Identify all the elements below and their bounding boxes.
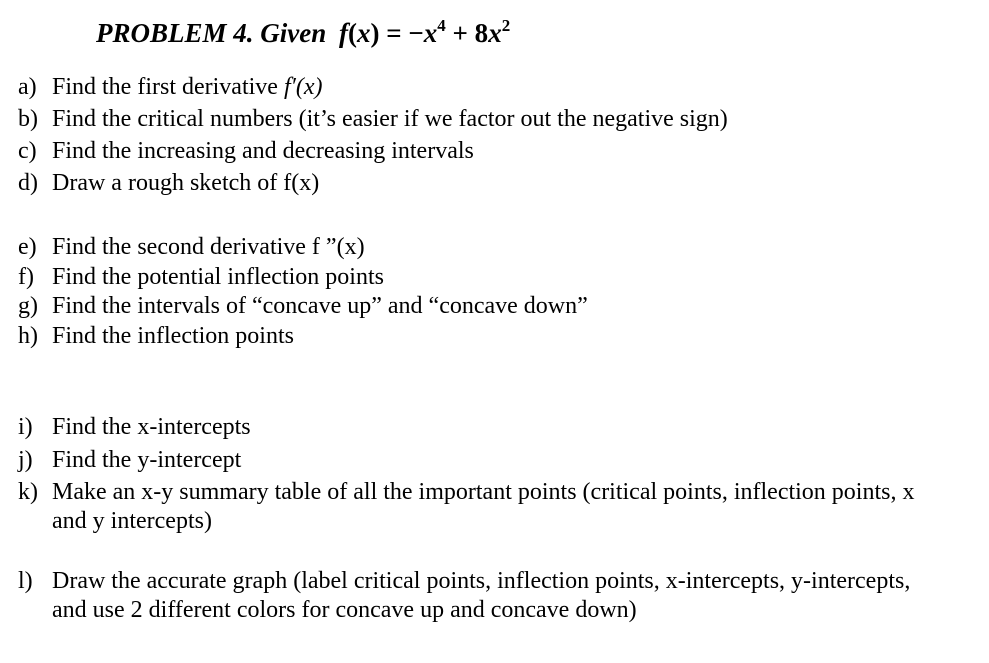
question-letter: i) xyxy=(18,414,33,440)
question-text: Find the inflection points xyxy=(52,323,294,349)
question-letter: l) xyxy=(18,568,33,594)
question-letter: d) xyxy=(18,170,38,196)
question-text: Find the increasing and decreasing intervals xyxy=(52,138,474,164)
question-text: Find the y-intercept xyxy=(52,447,242,473)
question-text-continued: and y intercepts) xyxy=(52,508,212,534)
question-text: Make an x-y summary table of all the important points (critical points, inflection points, x xyxy=(52,479,915,505)
question-text: Find the potential inflection points xyxy=(52,264,384,290)
question-letter: a) xyxy=(18,74,37,100)
question-text: Find the second derivative f ”(x) xyxy=(52,234,365,260)
question-letter: j) xyxy=(18,447,33,473)
question-letter: g) xyxy=(18,293,38,319)
question-letter: e) xyxy=(18,234,37,260)
question-text: Find the critical numbers (it’s easier if we factor out the negative sign) xyxy=(52,106,728,132)
question-text: Find the first derivative xyxy=(52,74,284,100)
question-letter: f) xyxy=(18,264,34,290)
first-derivative-notation: f′(x) xyxy=(283,74,323,100)
question-text: Draw a rough sketch of f(x) xyxy=(52,170,320,196)
question-letter: b) xyxy=(18,106,38,132)
problem-title xyxy=(96,18,510,49)
question-text: Draw the accurate graph (label critical points, inflection points, x-intercepts, y-intercepts, xyxy=(52,568,911,594)
question-text: Find the intervals of “concave up” and “concave down” xyxy=(52,293,588,319)
question-letter: h) xyxy=(18,323,38,349)
question-letter: c) xyxy=(18,138,37,164)
problem-label: PROBLEM 4. Given xyxy=(96,18,327,48)
question-text: Find the x-intercepts xyxy=(52,414,251,440)
question-letter: k) xyxy=(18,479,38,505)
question-text-continued: and use 2 different colors for concave up and concave down) xyxy=(52,597,637,623)
function-formula: $f(x) = -x^4 + 8x^2$ xyxy=(339,16,511,48)
